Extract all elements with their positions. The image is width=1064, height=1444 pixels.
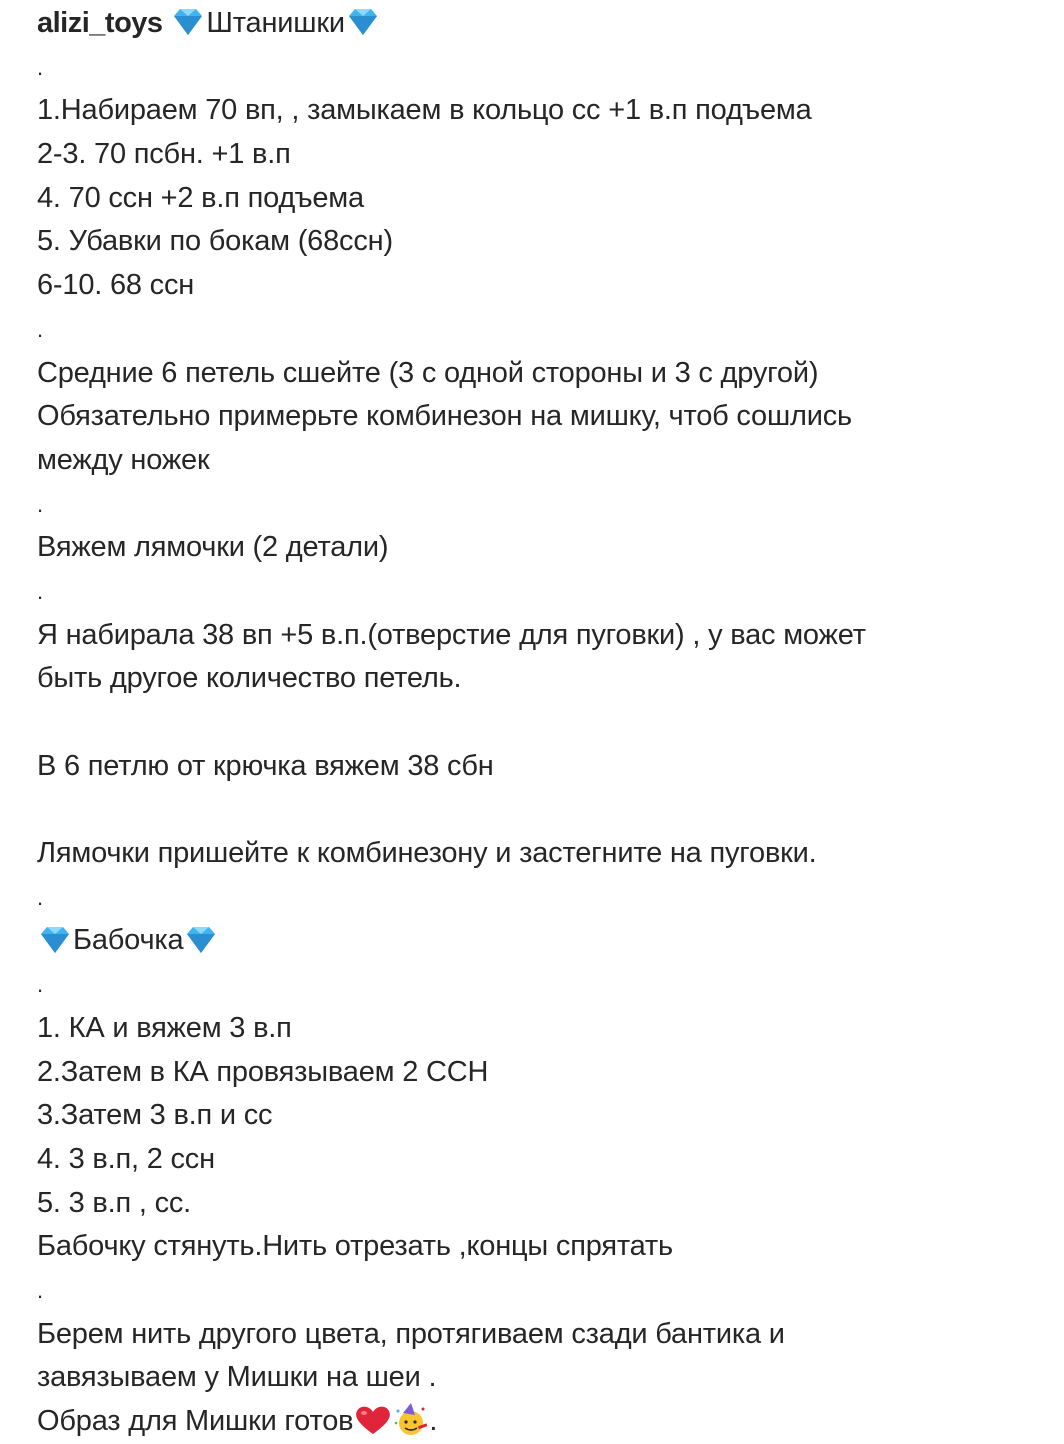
bow-step: 1. КА и вяжем 3 в.п: [37, 1011, 292, 1044]
separator-dot: .: [37, 972, 43, 998]
bow-heading: [37, 919, 1037, 963]
separator-dot: .: [37, 54, 43, 80]
blank-line: [37, 788, 1037, 832]
straps-note-line: быть другое количество петель.: [37, 662, 462, 695]
blank-line: [37, 701, 1037, 745]
pants-step: 6-10. 68 ссн: [37, 269, 195, 302]
gem-icon: [37, 925, 73, 955]
bow-step: 4. 3 в.п, 2 ссн: [37, 1142, 215, 1175]
caption-header: [37, 2, 1037, 46]
pants-step: 2-3. 70 псбн. +1 в.п: [37, 138, 291, 171]
bow-title: Бабочка: [73, 924, 184, 957]
post-caption: [37, 0, 1037, 1444]
sew-note-line: Средние 6 петель сшейте (3 с одной стороны и 3 с другой): [37, 356, 819, 389]
party-face-icon: [393, 1403, 429, 1437]
gem-icon: [345, 7, 381, 37]
separator-dot: .: [37, 316, 43, 342]
post-title: Штанишки: [206, 7, 345, 39]
final-note-line: Берем нить другого цвета, протягиваем сзади бантика и: [37, 1317, 785, 1350]
heart-icon: [353, 1404, 393, 1436]
straps-row: В 6 петлю от крючка вяжем 38 сбн: [37, 749, 494, 782]
bow-step: 2.Затем в КА провязываем 2 ССН: [37, 1055, 489, 1088]
separator-dot: .: [37, 491, 43, 517]
straps-heading: Вяжем лямочки (2 детали): [37, 531, 389, 564]
final-note-text: Образ для Мишки готов: [37, 1405, 354, 1437]
bow-step: 3.Затем 3 в.п и сс: [37, 1099, 273, 1132]
pants-step: 4. 70 ссн +2 в.п подъема: [37, 181, 364, 214]
separator-dot: .: [37, 884, 43, 910]
gem-icon: [183, 925, 219, 955]
bow-step: 5. 3 в.п , сс.: [37, 1186, 192, 1219]
username[interactable]: alizi_toys: [37, 7, 163, 39]
gem-icon: [170, 7, 206, 37]
separator-dot: .: [37, 578, 43, 604]
sew-note-line: Обязательно примерьте комбинезон на мишку, чтоб сошлись: [37, 400, 852, 433]
sew-note-line: между ножек: [37, 443, 210, 476]
final-note-line: завязываем у Мишки на шеи .: [37, 1361, 437, 1394]
separator-dot: .: [37, 1277, 43, 1303]
straps-note-line: Я набирала 38 вп +5 в.п.(отверстие для пуговки) , у вас может: [37, 618, 866, 651]
pants-step: 5. Убавки по бокам (68ссн): [37, 225, 393, 258]
straps-attach: Лямочки пришейте к комбинезону и застегните на пуговки.: [37, 837, 817, 870]
pants-step: 1.Набираем 70 вп, , замыкаем в кольцо сс +1 в.п подъема: [37, 94, 812, 127]
final-note-end: .: [429, 1405, 438, 1437]
final-note-last: [37, 1400, 1037, 1444]
bow-step: Бабочку стянуть.Нить отрезать ,концы спрятать: [37, 1230, 673, 1263]
